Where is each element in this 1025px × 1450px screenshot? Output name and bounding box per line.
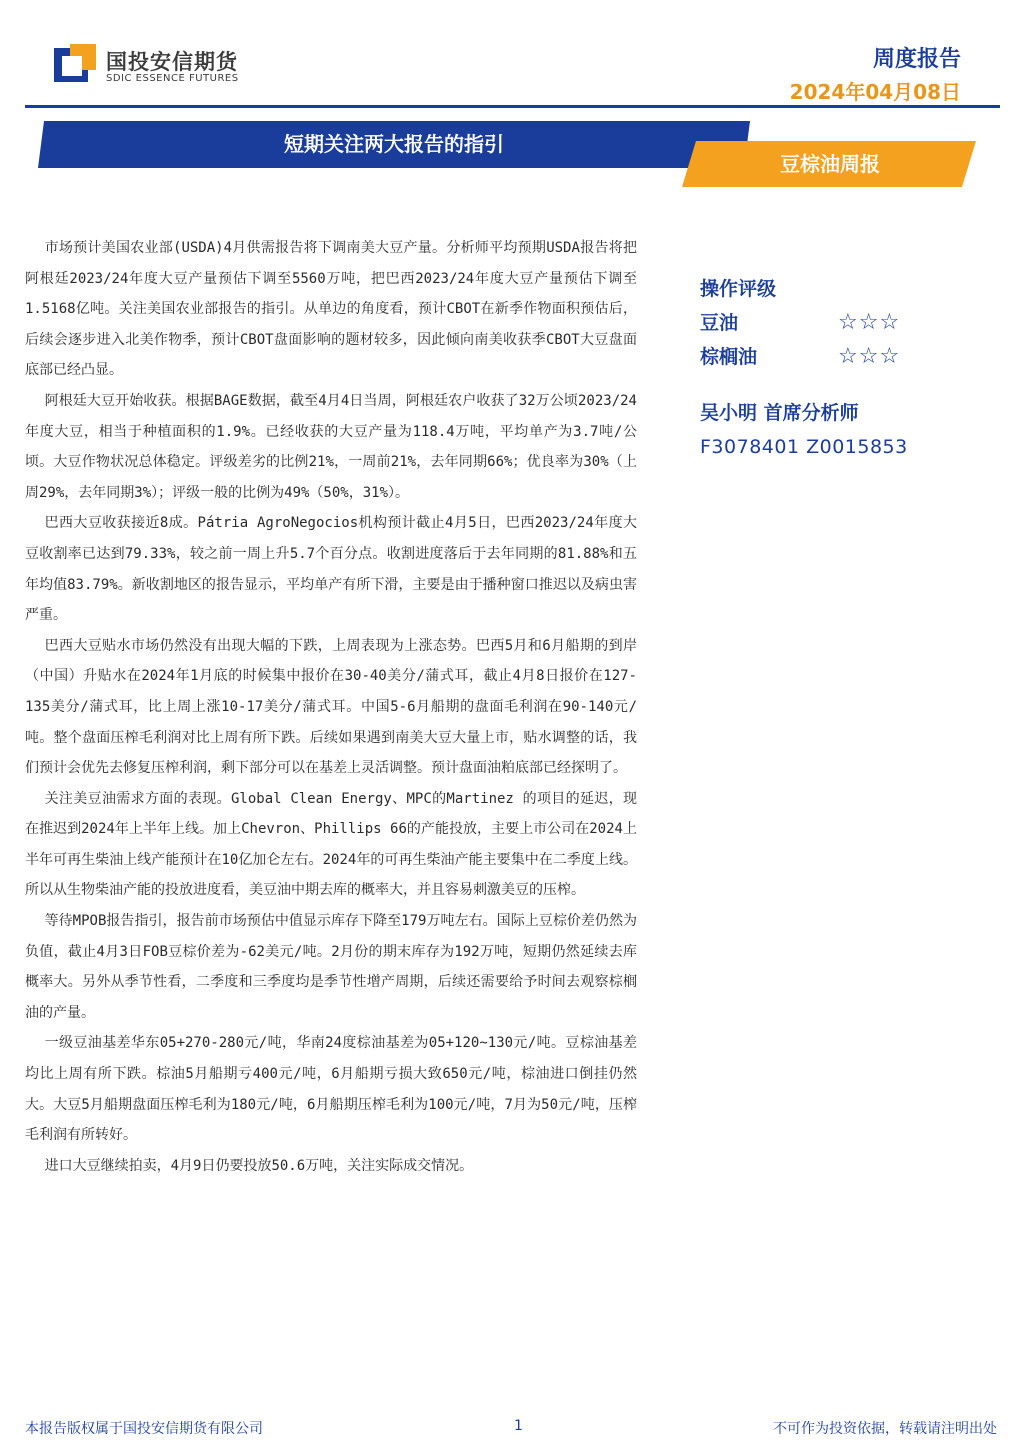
page-number: 1 [514,1418,523,1434]
report-body [25,233,637,1181]
star-rating-icon: ☆☆☆ [838,344,901,369]
rating-product-name: 棕榈油 [700,346,758,368]
body-paragraph: 关注美豆油需求方面的表现。Global Clean Energy、MPC的Martinez 的项目的延迟，现在推迟到2024年上半年上线。加上Chevron、Phillips 66的产能投放，主要上市公司在2024上半年可再生柴油上线产能预计在10亿加仑左右。2024年的可再生柴油产能主要集中在二季度上线。所以从生物柴油产能的投放进度看，美豆油中期去库的概率大，并且容易刺激美豆的压榨。 [25,790,637,899]
header-divider [25,105,1000,108]
company-logo [54,42,239,88]
footer-copyright: 本报告版权属于国投安信期货有限公司 [25,1421,263,1437]
body-paragraph: 进口大豆继续拍卖，4月9日仍要投放50.6万吨，关注实际成交情况。 [44,1157,474,1174]
analyst-name: 吴小明 首席分析师 [700,402,859,424]
logo-mark-icon [54,42,98,86]
rating-row-soybean-oil [700,306,940,340]
sidebar [700,272,940,464]
logo-chinese-name: 国投安信期货 [106,50,238,74]
body-paragraph: 巴西大豆贴水市场仍然没有出现大幅的下跌，上周表现为上涨态势。巴西5月和6月船期的到岸（中国）升贴水在2024年1月底的时候集中报价在30-40美分/蒲式耳，截止4月8日报价在127-135美分/蒲式耳，比上周上涨10-17美分/蒲式耳。中国5-6月船期的盘面毛利润在90-140元/吨。整个盘面压榨毛利润对比上周有所下跌。后续如果遇到南美大豆大量上市，贴水调整的话，我们预计会优先去修复压榨利润，剩下部分可以在基差上灵活调整。预计盘面油粕底部已经探明了。 [25,637,637,777]
footer-disclaimer: 不可作为投资依据，转载请注明出处 [773,1421,997,1437]
rating-product-name: 豆油 [700,312,739,334]
analyst-license-id: F3078401 Z0015853 [700,436,908,458]
report-type: 周度报告 [872,47,961,72]
rating-heading: 操作评级 [700,278,777,300]
body-paragraph: 市场预计美国农业部(USDA)4月供需报告将下调南美大豆产量。分析师平均预期USDA报告将把阿根廷2023/24年度大豆产量预估下调至5560万吨，把巴西2023/24年度大豆产量预估下调至1.5168亿吨。关注美国农业部报告的指引。从单边的角度看，预计CBOT在新季作物面积预估后，后续会逐步进入北美作物季，预计CBOT盘面影响的题材较多，因此倾向南美收获季CBOT大豆盘面底部已经凸显。 [25,240,637,379]
body-paragraph: 一级豆油基差华东05+270-280元/吨，华南24度棕油基差为05+120~130元/吨。豆棕油基差均比上周有所下跌。棕油5月船期亏400元/吨，6月船期亏损大致650元/吨，棕油进口倒挂仍然大。大豆5月船期盘面压榨毛利为180元/吨，6月船期压榨毛利为100元/吨，7月为50元/吨，压榨毛利润有所转好。 [25,1035,637,1144]
body-paragraph: 等待MPOB报告指引，报告前市场预估中值显示库存下降至179万吨左右。国际上豆棕价差仍然为负值，截止4月3日FOB豆棕价差为-62美元/吨。2月份的期末库存为192万吨，短期仍然延续去库概率大。另外从季节性看，二季度和三季度均是季节性增产周期，后续还需要给予时间去观察棕榈油的产量。 [25,913,637,1021]
body-paragraph: 巴西大豆收获接近8成。Pátria AgroNegocios机构预计截止4月5日，巴西2023/24年度大豆收割率已达到79.33%，较之前一周上升5.7个百分点。收割进度落后于去年同期的81.88%和五年均值83.79%。新收割地区的报告显示，平均单产有所下滑，主要是由于播种窗口推迟以及病虫害严重。 [25,515,637,624]
report-date: 2024年04月08日 [789,80,961,104]
body-paragraph: 阿根廷大豆开始收获。根据BAGE数据，截至4月4日当周，阿根廷农户收获了32万公顷2023/24年度大豆，相当于种植面积的1.9%。已经收获的大豆产量为118.4万吨，平均单产为3.7吨/公顷。大豆作物状况总体稳定。评级差劣的比例21%，一周前21%，去年同期66%；优良率为30%（上周29%，去年同期3%）；评级一般的比例为49%（50%，31%）。 [25,392,637,501]
star-rating-icon: ☆☆☆ [838,310,901,335]
report-headline: 短期关注两大报告的指引 [284,132,504,156]
logo-english-name: SDIC ESSENCE FUTURES [106,73,239,84]
rating-row-palm-oil [700,340,940,374]
report-series-name: 豆棕油周报 [780,152,880,176]
